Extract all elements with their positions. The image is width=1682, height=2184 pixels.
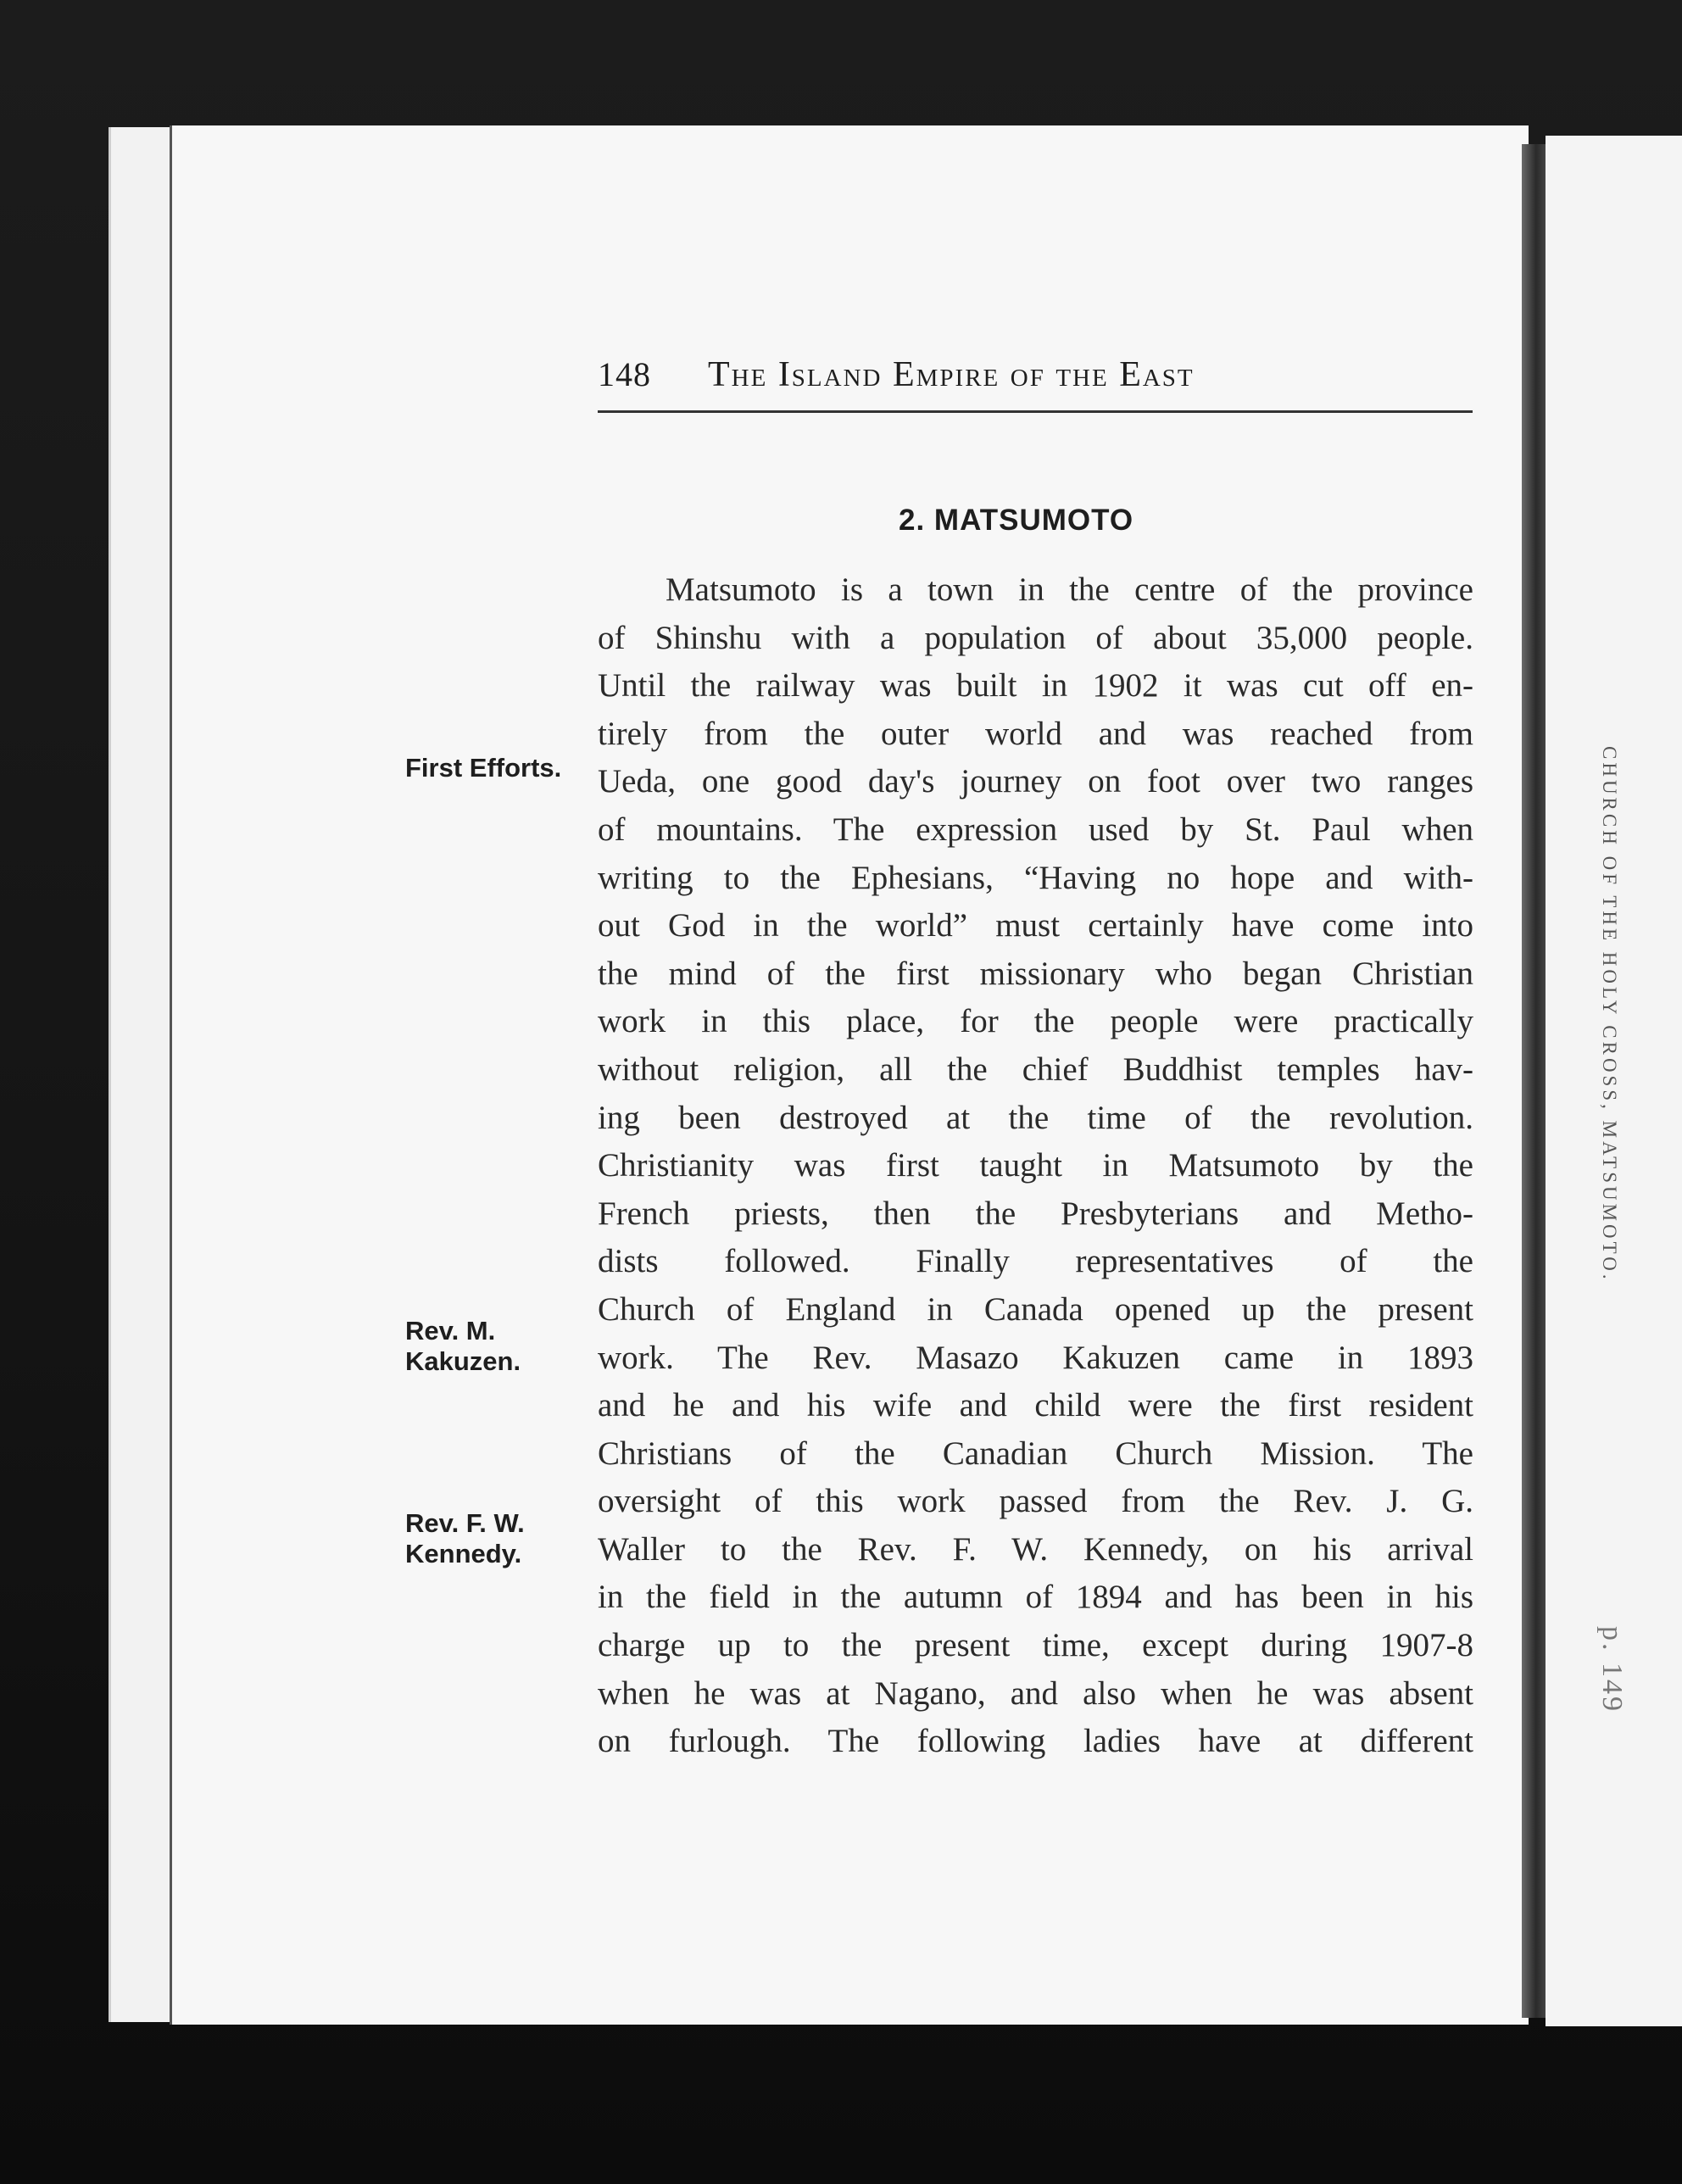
body-line: Christians of the Canadian Church Mission. The [598,1435,1473,1472]
plate-page-reference: p. 149 [1596,1626,1628,1713]
side-note-line: Rev. F. W. [405,1508,525,1538]
page-edge [109,127,179,2022]
side-note-kennedy [405,1508,525,1569]
side-note-line: Rev. M. [405,1316,496,1346]
body-line: Church of England in Canada opened up the present [598,1290,1473,1328]
body-line: ing been destroyed at the time of the revolution. [598,1099,1473,1136]
running-title: The Island Empire of the East [708,355,1195,394]
binding-gutter [1522,144,1546,2018]
body-line: in the field in the autumn of 1894 and has been in his [598,1579,1473,1616]
body-line: French priests, then the Presbyterians and Metho- [598,1195,1473,1232]
body-line: writing to the Ephesians, “Having no hope and with- [598,859,1473,896]
body-line: on furlough. The following ladies have at different [598,1723,1473,1760]
body-line: out God in the world” must certainly have come into [598,907,1473,944]
page-number: 148 [598,355,651,393]
section-heading: 2. MATSUMOTO [899,504,1134,537]
body-line: tirely from the outer world and was reached from [598,715,1473,752]
side-note-line: Kennedy. [405,1539,522,1568]
body-line: Waller to the Rev. F. W. Kennedy, on his arrival [598,1530,1473,1568]
side-note-line: Kakuzen. [405,1346,521,1376]
side-note-line: First Efforts. [405,753,562,783]
body-line: oversight of this work passed from the Rev. J. G. [598,1483,1473,1520]
body-line: of Shinshu with a population of about 35,000 people. [598,619,1473,656]
body-line: the mind of the first missionary who began Christian [598,955,1473,992]
body-line: and he and his wife and child were the first resident [598,1387,1473,1424]
plate-caption: CHURCH OF THE HOLY CROSS, MATSUMOTO. [1599,746,1620,1283]
side-note-kakuzen [405,1316,521,1377]
body-line: Until the railway was built in 1902 it was cut off en- [598,667,1473,705]
body-line: charge up to the present time, except during 1907-8 [598,1627,1473,1664]
body-line: work in this place, for the people were practically [598,1003,1473,1040]
body-line: Christianity was first taught in Matsumoto by the [598,1147,1473,1184]
body-text [598,566,1473,1766]
running-head [598,354,1471,414]
body-line: dists followed. Finally representatives of the [598,1243,1473,1280]
body-line: when he was at Nagano, and also when he was absent [598,1674,1473,1712]
side-note-first-efforts [405,753,561,783]
body-line: without religion, all the chief Buddhist temples hav- [598,1050,1473,1088]
body-line: of mountains. The expression used by St. Paul when [598,811,1473,848]
body-line: Matsumoto is a town in the centre of the province [666,571,1473,608]
header-rule [598,410,1473,413]
body-line: Ueda, one good day's journey on foot over two ranges [598,763,1473,800]
body-line: work. The Rev. Masazo Kakuzen came in 1893 [598,1339,1473,1376]
